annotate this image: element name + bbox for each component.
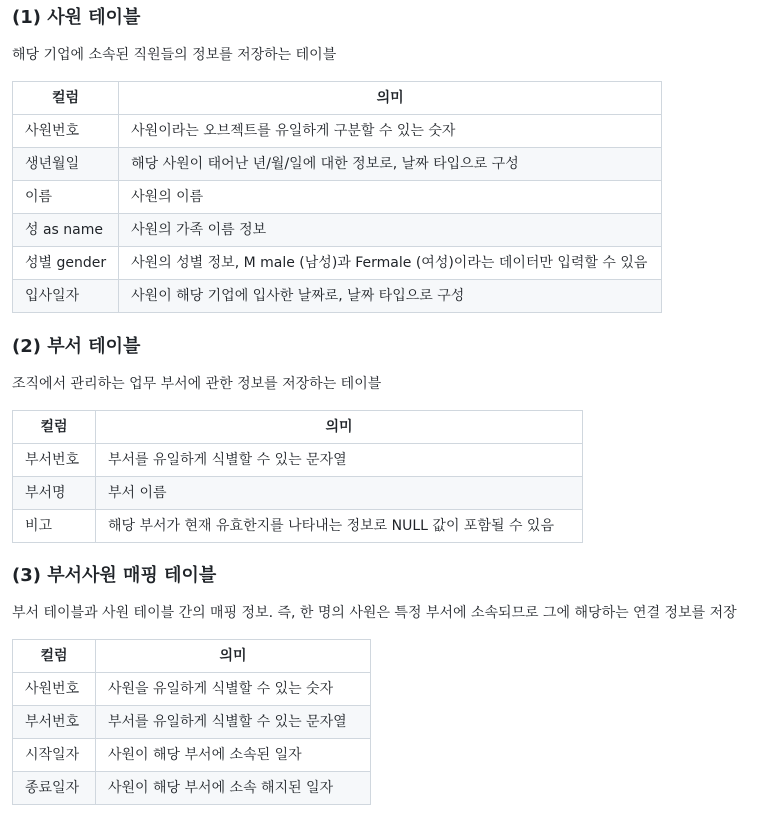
- table-cell-column: 비고: [13, 510, 96, 543]
- column-header-column: 컬럼: [13, 82, 119, 115]
- table-cell-column: 부서명: [13, 477, 96, 510]
- table-cell-meaning: 사원이라는 오브젝트를 유일하게 구분할 수 있는 숫자: [119, 115, 662, 148]
- table-header-row: [13, 82, 662, 115]
- table-header-row: [13, 640, 371, 673]
- section-description-department-table: 조직에서 관리하는 업무 부서에 관한 정보를 저장하는 테이블: [12, 376, 382, 392]
- table-row: [13, 706, 371, 739]
- table-row: [13, 673, 371, 706]
- table-row: [13, 214, 662, 247]
- table-cell-meaning: 사원이 해당 부서에 소속 해지된 일자: [96, 772, 371, 805]
- table-cell-column: 부서번호: [13, 444, 96, 477]
- table-cell-meaning: 해당 사원이 태어난 년/월/일에 대한 정보로, 날짜 타입으로 구성: [119, 148, 662, 181]
- table-row: [13, 181, 662, 214]
- section-title-dept-employee-mapping-table: (3) 부서사원 매핑 테이블: [12, 565, 217, 586]
- section-description-employee-table: 해당 기업에 소속된 직원들의 정보를 저장하는 테이블: [12, 47, 337, 63]
- table-cell-column: 종료일자: [13, 772, 96, 805]
- column-header-meaning: 의미: [96, 411, 583, 444]
- table-cell-column: 사원번호: [13, 115, 119, 148]
- dept-employee-mapping-table: [12, 639, 371, 805]
- table-row: [13, 247, 662, 280]
- table-cell-meaning: 사원의 성별 정보, M male (남성)과 Fermale (여성)이라는 데이터만 입력할 수 있음: [119, 247, 662, 280]
- table-row: [13, 444, 583, 477]
- table-cell-meaning: 사원이 해당 기업에 입사한 날짜로, 날짜 타입으로 구성: [119, 280, 662, 313]
- table-cell-column: 사원번호: [13, 673, 96, 706]
- table-cell-column: 입사일자: [13, 280, 119, 313]
- table-cell-column: 성 as name: [13, 214, 119, 247]
- table-cell-meaning: 부서를 유일하게 식별할 수 있는 문자열: [96, 444, 583, 477]
- table-cell-column: 이름: [13, 181, 119, 214]
- table-cell-meaning: 부서를 유일하게 식별할 수 있는 문자열: [96, 706, 371, 739]
- table-row: [13, 280, 662, 313]
- table-header-row: [13, 411, 583, 444]
- table-cell-meaning: 사원을 유일하게 식별할 수 있는 숫자: [96, 673, 371, 706]
- table-cell-meaning: 부서 이름: [96, 477, 583, 510]
- table-cell-meaning: 해당 부서가 현재 유효한지를 나타내는 정보로 NULL 값이 포함될 수 있음: [96, 510, 583, 543]
- table-cell-meaning: 사원의 이름: [119, 181, 662, 214]
- table-cell-meaning: 사원이 해당 부서에 소속된 일자: [96, 739, 371, 772]
- section-title-employee-table: (1) 사원 테이블: [12, 7, 141, 28]
- table-cell-column: 부서번호: [13, 706, 96, 739]
- table-cell-column: 생년월일: [13, 148, 119, 181]
- table-row: [13, 772, 371, 805]
- column-header-meaning: 의미: [119, 82, 662, 115]
- column-header-column: 컬럼: [13, 411, 96, 444]
- table-cell-column: 성별 gender: [13, 247, 119, 280]
- table-row: [13, 148, 662, 181]
- column-header-meaning: 의미: [96, 640, 371, 673]
- table-row: [13, 510, 583, 543]
- table-cell-column: 시작일자: [13, 739, 96, 772]
- table-row: [13, 477, 583, 510]
- employee-table: [12, 81, 662, 313]
- table-row: [13, 115, 662, 148]
- column-header-column: 컬럼: [13, 640, 96, 673]
- department-table: [12, 410, 583, 543]
- section-title-department-table: (2) 부서 테이블: [12, 336, 141, 357]
- table-row: [13, 739, 371, 772]
- section-description-dept-employee-mapping-table: 부서 테이블과 사원 테이블 간의 매핑 정보. 즉, 한 명의 사원은 특정 부서에 소속되므로 그에 해당하는 연결 정보를 저장: [12, 605, 737, 621]
- table-cell-meaning: 사원의 가족 이름 정보: [119, 214, 662, 247]
